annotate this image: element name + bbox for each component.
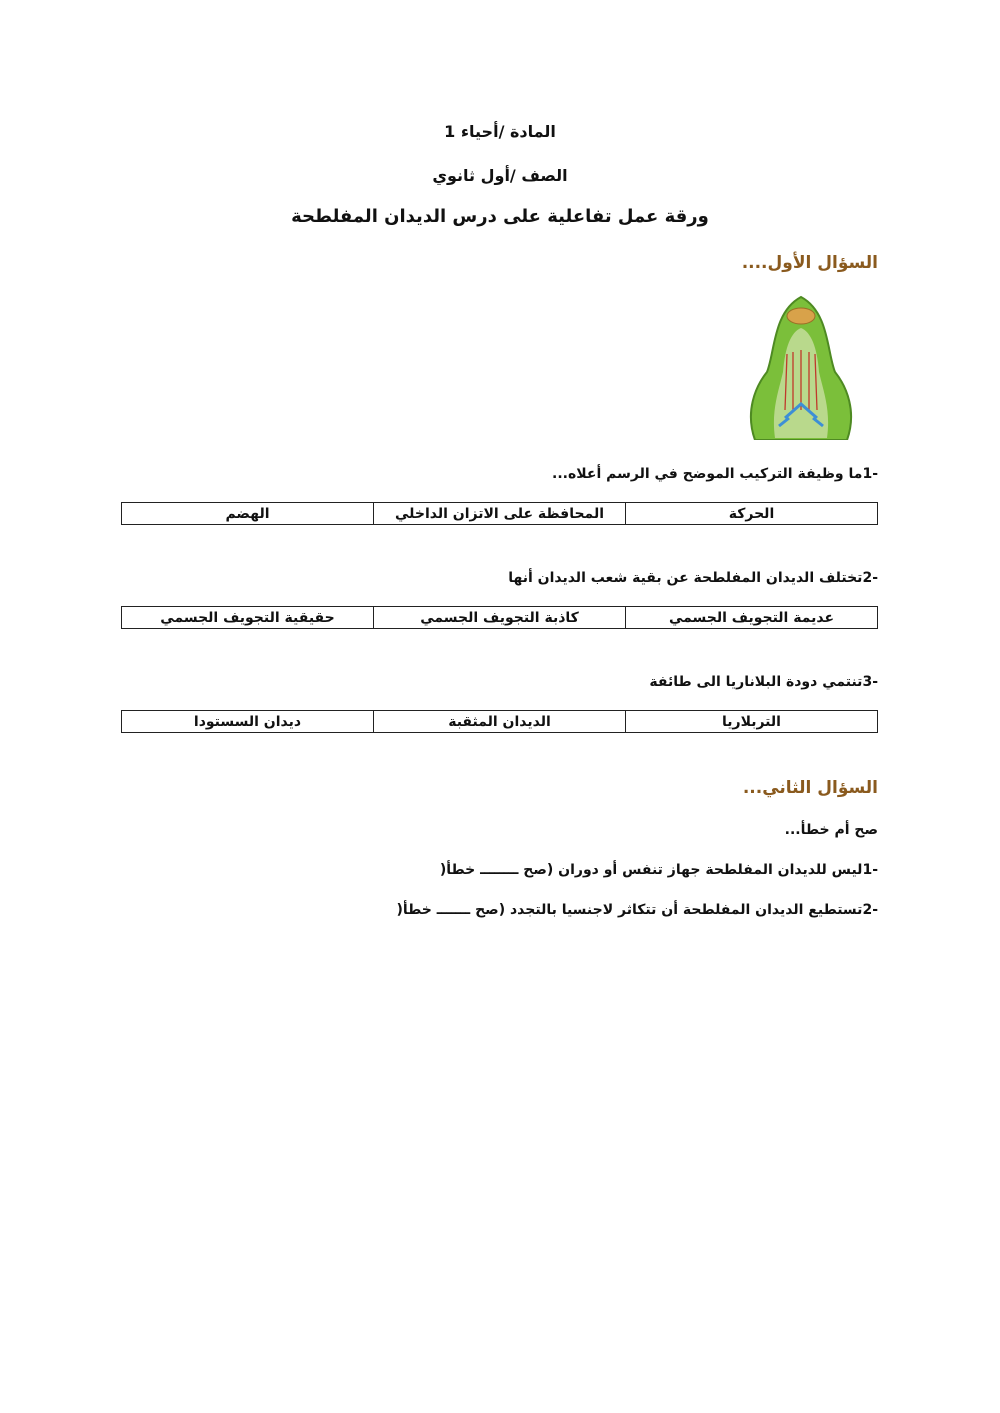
true-false-instruction: صح أم خطأ... <box>784 822 878 838</box>
statement-1[interactable]: -1ليس للديدان المفلطحة جهاز تنفس أو دوران (صح ــــــــ خطأ( <box>439 862 878 878</box>
subject-title: المادة /أحياء 1 <box>444 122 556 141</box>
worksheet-title: ورقة عمل تفاعلية على درس الديدان المفلطحة <box>291 206 709 227</box>
option-1-2[interactable]: المحافظة على الاتزان الداخلي <box>374 503 626 525</box>
grade-title: الصف /أول ثانوي <box>432 166 568 185</box>
option-3-3[interactable]: ديدان السستودا <box>122 711 374 733</box>
flame-cell-illustration <box>735 292 867 440</box>
question-1-text: -1ما وظيفة التركيب الموضح في الرسم أعلاه... <box>552 466 878 482</box>
option-2-1[interactable]: عديمة التجويف الجسمي <box>626 607 878 629</box>
question-2-options <box>121 606 878 629</box>
question-two-heading: السؤال الثاني... <box>742 778 878 798</box>
question-one-heading: السؤال الأول.... <box>741 253 878 273</box>
question-1-options <box>121 502 878 525</box>
question-2-text: -2تختلف الديدان المفلطحة عن بقية شعب الديدان أنها <box>508 570 878 586</box>
question-3-text: -3تنتمي دودة البلاناريا الى طائفة <box>649 674 878 690</box>
option-1-3[interactable]: الهضم <box>122 503 374 525</box>
option-3-1[interactable]: التربلاريا <box>626 711 878 733</box>
option-2-3[interactable]: حقيقية التجويف الجسمي <box>122 607 374 629</box>
statement-2[interactable]: -2تستطيع الديدان المفلطحة أن تتكاثر لاجنسيا بالتجدد (صح ـــــــ خطأ( <box>396 902 878 918</box>
option-2-2[interactable]: كاذبة التجويف الجسمي <box>374 607 626 629</box>
option-3-2[interactable]: الديدان المثقبة <box>374 711 626 733</box>
option-1-1[interactable]: الحركة <box>626 503 878 525</box>
question-3-options <box>121 710 878 733</box>
